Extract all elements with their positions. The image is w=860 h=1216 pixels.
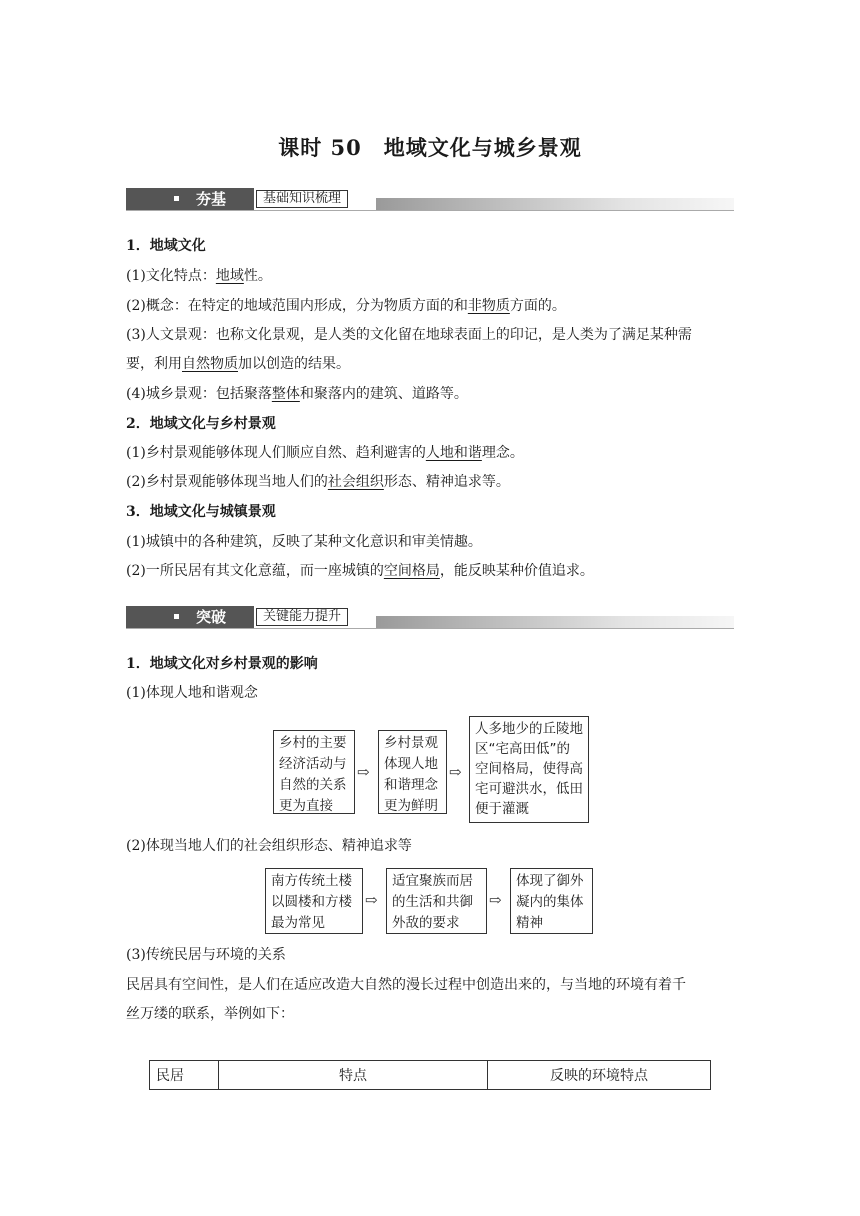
answer-blank: 自然物质 [182,356,238,372]
answer-blank: 整体 [271,386,300,402]
bullet-square-icon [174,614,179,619]
flow2-box-1: 南方传统土楼以圆楼和方楼最为常见 [265,868,363,934]
table-header-row [150,1061,711,1090]
table-header-cell: 反映的环境特点 [488,1061,711,1090]
text-line: (2)乡村景观能够体现当地人们的社会组织形态、精神追求等。 [126,474,510,490]
flow2-box-3: 体现了御外凝内的集体精神 [510,868,593,934]
answer-blank: 非物质 [467,298,510,314]
section-tag: 突破 [196,608,227,626]
section-banner-breakthrough [126,606,734,628]
page-title: 课时 50 地域文化与城乡景观 [278,135,582,160]
answer-blank: 人地和谐 [425,445,482,461]
text-line: (2)体现当地人们的社会组织形态、精神追求等 [126,838,412,854]
text-line: (2)概念：在特定的地域范围内形成，分为物质方面的和非物质方面的。 [126,298,566,314]
arrow-right-icon: ⇨ [449,763,462,781]
section-tag: 夯基 [196,190,227,208]
arrow-right-icon: ⇨ [489,891,502,909]
bullet-square-icon [174,196,179,201]
text-line: (3)人文景观：也称文化景观，是人类的文化留在地球表面上的印记，是人类为了满足某种需 [126,327,692,343]
answer-blank: 空间格局 [383,563,440,579]
text-line: 要，利用自然物质加以创造的结果。 [126,356,350,372]
text-line: (2)一所民居有其文化意蕴，而一座城镇的空间格局，能反映某种价值追求。 [126,563,594,579]
heading-rural-landscape: 2．地域文化与乡村景观 [126,416,276,432]
text-line: (4)城乡景观：包括聚落整体和聚落内的建筑、道路等。 [126,386,468,402]
dwelling-table [149,1060,711,1090]
heading-urban-landscape: 3．地域文化与城镇景观 [126,504,276,520]
heading-culture-rural-influence: 1．地域文化对乡村景观的影响 [126,656,318,672]
flow1-box-3: 人多地少的丘陵地区“宅高田低”的空间格局，使得高宅可避洪水，低田便于灌溉 [469,716,589,823]
flow1-box-2: 乡村景观体现人地和谐理念更为鲜明 [378,730,447,814]
section-subtitle: 关键能力提升 [256,608,348,626]
arrow-right-icon: ⇨ [357,763,370,781]
text-line: (3)传统民居与环境的关系 [126,947,286,963]
text-line: (1)城镇中的各种建筑，反映了某种文化意识和审美情趣。 [126,534,482,550]
arrow-right-icon: ⇨ [365,891,378,909]
table-header-cell: 民居 [150,1061,219,1090]
text-line: (1)乡村景观能够体现人们顺应自然、趋利避害的人地和谐理念。 [126,445,524,461]
answer-blank: 社会组织 [327,474,384,490]
text-line: (1)文化特点：地域性。 [126,268,272,284]
text-line: (1)体现人地和谐观念 [126,685,258,701]
flow1-box-1: 乡村的主要经济活动与自然的关系更为直接 [273,730,355,814]
table-header-cell: 特点 [219,1061,488,1090]
flow2-box-2: 适宜聚族而居的生活和共御外敌的要求 [386,868,487,934]
section-subtitle: 基础知识梳理 [256,190,348,208]
text-line: 丝万缕的联系，举例如下： [126,1006,294,1022]
heading-regional-culture: 1．地域文化 [126,238,206,254]
section-banner-basics [126,188,734,210]
answer-blank: 地域 [215,268,244,284]
text-line: 民居具有空间性，是人们在适应改造大自然的漫长过程中创造出来的，与当地的环境有着千 [126,977,686,993]
